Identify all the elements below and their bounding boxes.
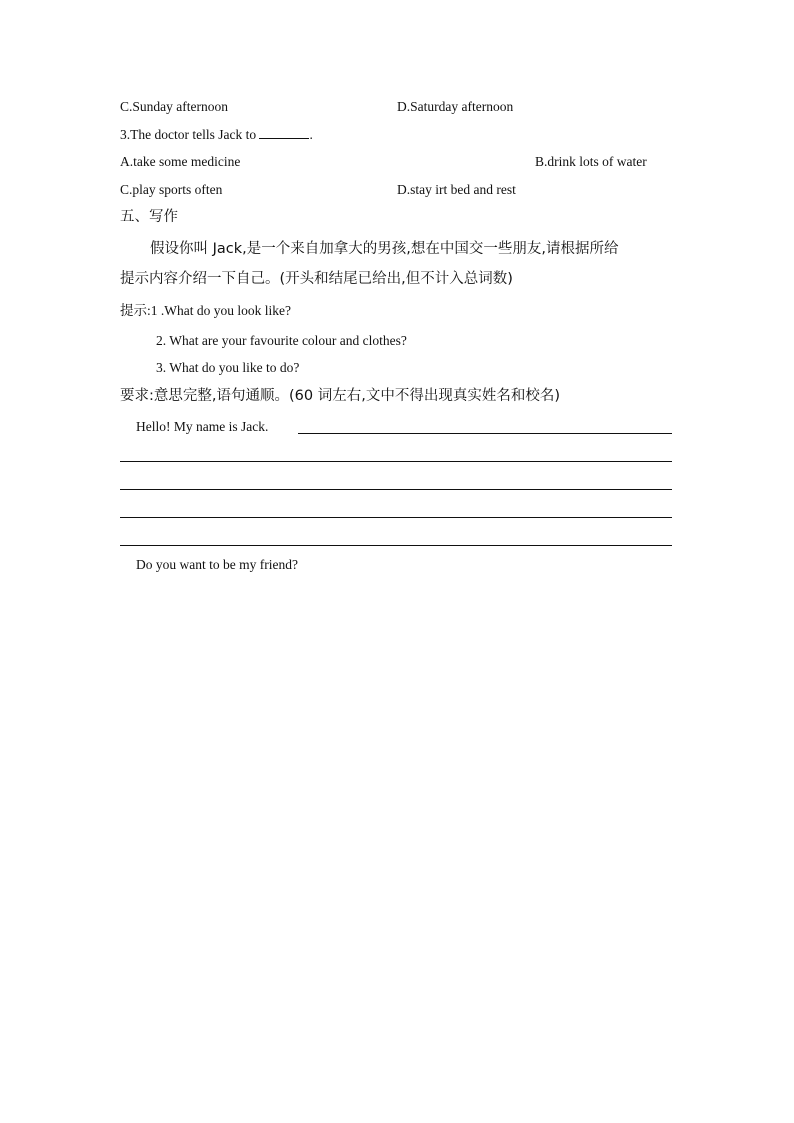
q2-option-d: D.Saturday afternoon <box>397 99 514 114</box>
writing-instruction-line2: 提示内容介绍一下自己。(开头和结尾已给出,但不计入总词数) <box>120 271 513 287</box>
q3-option-d: D.stay irt bed and rest <box>397 182 516 197</box>
section-heading: 五、写作 <box>120 209 178 225</box>
q3-option-c: C.play sports often <box>120 182 223 197</box>
essay-opening: Hello! My name is Jack. <box>136 419 269 434</box>
q3-stem <box>120 127 313 142</box>
answer-line-3[interactable] <box>120 489 672 490</box>
q3-stem-text: 3.The doctor tells Jack to <box>120 127 257 142</box>
answer-line-2[interactable] <box>120 461 672 462</box>
q3-option-b: B.drink lots of water <box>535 154 647 169</box>
hint-2: 2. What are your favourite colour and clothes? <box>156 333 407 348</box>
answer-line-5[interactable] <box>120 545 672 546</box>
q2-option-c: C.Sunday afternoon <box>120 99 228 114</box>
answer-line-4[interactable] <box>120 517 672 518</box>
writing-requirement: 要求:意思完整,语句通顺。(60 词左右,文中不得出现真实姓名和校名) <box>120 388 560 404</box>
hint-1-text: 提示:1 .What do you look like? <box>120 303 291 318</box>
q3-stem-end: . <box>309 127 313 142</box>
essay-closing: Do you want to be my friend? <box>136 557 298 572</box>
hint-3: 3. What do you like to do? <box>156 360 300 375</box>
answer-line-1[interactable] <box>298 433 672 434</box>
q3-option-a: A.take some medicine <box>120 154 241 169</box>
writing-instruction-line1: 假设你叫 Jack,是一个来自加拿大的男孩,想在中国交一些朋友,请根据所给 <box>150 241 619 257</box>
q3-answer-blank[interactable] <box>259 127 309 139</box>
hint-1 <box>120 304 291 318</box>
